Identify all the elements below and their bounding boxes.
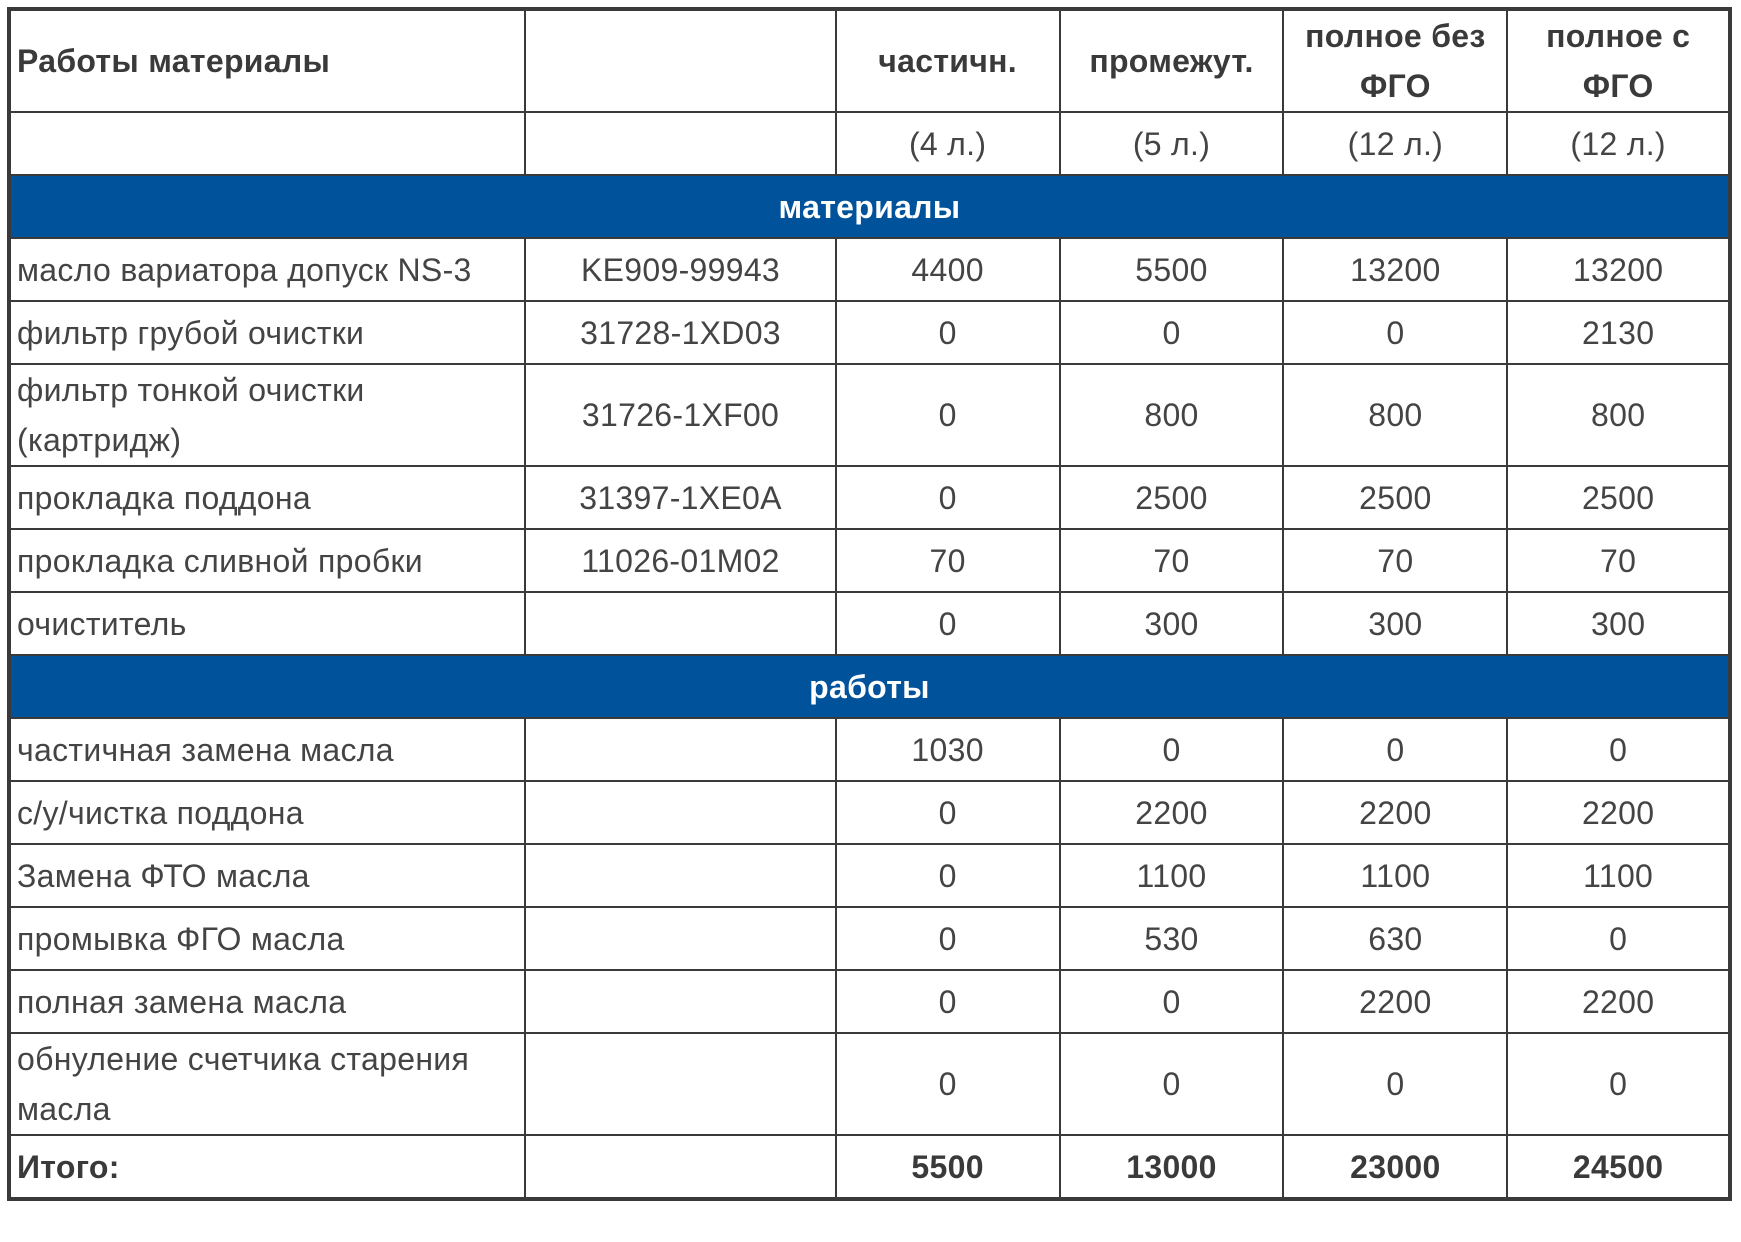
row-value: 1100 <box>1507 844 1729 907</box>
price-table-container <box>7 7 1732 1201</box>
row-value: 300 <box>1283 592 1507 655</box>
row-value: 630 <box>1283 907 1507 970</box>
row-value: 300 <box>1507 592 1729 655</box>
row-name: промывка ФГО масла <box>10 907 525 970</box>
volume-full-with-fgo: (12 л.) <box>1507 112 1729 175</box>
row-value: 70 <box>1507 529 1729 592</box>
row-value: 0 <box>836 781 1060 844</box>
row-code <box>525 592 835 655</box>
row-value: 2130 <box>1507 301 1729 364</box>
row-code: 11026-01M02 <box>525 529 835 592</box>
header-empty-cell <box>525 10 835 112</box>
volume-intermediate: (5 л.) <box>1060 112 1284 175</box>
row-name: прокладка поддона <box>10 466 525 529</box>
header-title: Работы материалы <box>10 10 525 112</box>
table-row <box>10 1033 1729 1135</box>
row-value: 0 <box>836 466 1060 529</box>
table-row <box>10 718 1729 781</box>
table-row <box>10 466 1729 529</box>
total-empty-cell <box>525 1135 835 1198</box>
header-col-intermediate: промежут. <box>1060 10 1284 112</box>
table-row <box>10 529 1729 592</box>
header-row <box>10 10 1729 112</box>
table-row <box>10 970 1729 1033</box>
table-row <box>10 301 1729 364</box>
row-value: 0 <box>836 907 1060 970</box>
row-name: обнуление счетчика старения масла <box>10 1033 525 1135</box>
row-value: 0 <box>1283 718 1507 781</box>
row-code <box>525 970 835 1033</box>
section-title-works: работы <box>10 655 1729 718</box>
row-value: 800 <box>1060 364 1284 466</box>
row-value: 4400 <box>836 238 1060 301</box>
table-row <box>10 238 1729 301</box>
row-value: 13200 <box>1283 238 1507 301</box>
row-value: 2200 <box>1283 970 1507 1033</box>
row-value: 70 <box>1060 529 1284 592</box>
row-value: 0 <box>836 301 1060 364</box>
total-value: 13000 <box>1060 1135 1284 1198</box>
volume-row <box>10 112 1729 175</box>
header-col-partial: частичн. <box>836 10 1060 112</box>
row-code <box>525 1033 835 1135</box>
row-code: 31726-1XF00 <box>525 364 835 466</box>
total-row <box>10 1135 1729 1198</box>
row-value: 1100 <box>1060 844 1284 907</box>
volume-full-no-fgo: (12 л.) <box>1283 112 1507 175</box>
row-value: 0 <box>836 1033 1060 1135</box>
table-row <box>10 592 1729 655</box>
row-name: с/у/чистка поддона <box>10 781 525 844</box>
row-value: 0 <box>1283 301 1507 364</box>
row-value: 0 <box>836 844 1060 907</box>
row-code <box>525 844 835 907</box>
table-row <box>10 781 1729 844</box>
total-value: 23000 <box>1283 1135 1507 1198</box>
row-value: 0 <box>1507 907 1729 970</box>
row-value: 2500 <box>1507 466 1729 529</box>
row-value: 0 <box>836 364 1060 466</box>
row-name: фильтр тонкой очистки (картридж) <box>10 364 525 466</box>
row-code <box>525 907 835 970</box>
row-value: 800 <box>1283 364 1507 466</box>
row-value: 0 <box>1060 970 1284 1033</box>
row-value: 0 <box>1507 1033 1729 1135</box>
header-col-full-with-fgo: полное с ФГО <box>1507 10 1729 112</box>
row-value: 2500 <box>1283 466 1507 529</box>
price-table <box>9 9 1730 1199</box>
row-name: масло вариатора допуск NS-3 <box>10 238 525 301</box>
row-code <box>525 718 835 781</box>
row-name: очиститель <box>10 592 525 655</box>
table-row <box>10 364 1729 466</box>
row-value: 1100 <box>1283 844 1507 907</box>
volume-empty-cell <box>525 112 835 175</box>
row-value: 2200 <box>1507 970 1729 1033</box>
table-row <box>10 907 1729 970</box>
total-label: Итого: <box>10 1135 525 1198</box>
row-value: 0 <box>1507 718 1729 781</box>
table-row <box>10 844 1729 907</box>
row-name: фильтр грубой очистки <box>10 301 525 364</box>
row-value: 2200 <box>1283 781 1507 844</box>
row-name: прокладка сливной пробки <box>10 529 525 592</box>
total-value: 24500 <box>1507 1135 1729 1198</box>
row-value: 5500 <box>1060 238 1284 301</box>
volume-partial: (4 л.) <box>836 112 1060 175</box>
total-value: 5500 <box>836 1135 1060 1198</box>
row-value: 0 <box>1060 301 1284 364</box>
row-value: 70 <box>1283 529 1507 592</box>
section-row-materials <box>10 175 1729 238</box>
row-value: 2500 <box>1060 466 1284 529</box>
row-value: 0 <box>836 970 1060 1033</box>
row-name: частичная замена масла <box>10 718 525 781</box>
row-value: 0 <box>1060 1033 1284 1135</box>
row-value: 2200 <box>1507 781 1729 844</box>
row-value: 70 <box>836 529 1060 592</box>
row-value: 300 <box>1060 592 1284 655</box>
section-row-works <box>10 655 1729 718</box>
row-code: 31397-1XE0A <box>525 466 835 529</box>
row-value: 2200 <box>1060 781 1284 844</box>
volume-empty-cell <box>10 112 525 175</box>
row-name: Замена ФТО масла <box>10 844 525 907</box>
row-value: 0 <box>836 592 1060 655</box>
row-value: 800 <box>1507 364 1729 466</box>
row-value: 0 <box>1283 1033 1507 1135</box>
row-code <box>525 781 835 844</box>
row-value: 13200 <box>1507 238 1729 301</box>
header-col-full-no-fgo: полное без ФГО <box>1283 10 1507 112</box>
section-title-materials: материалы <box>10 175 1729 238</box>
row-value: 1030 <box>836 718 1060 781</box>
row-name: полная замена масла <box>10 970 525 1033</box>
row-value: 530 <box>1060 907 1284 970</box>
row-code: 31728-1XD03 <box>525 301 835 364</box>
row-value: 0 <box>1060 718 1284 781</box>
row-code: KE909-99943 <box>525 238 835 301</box>
